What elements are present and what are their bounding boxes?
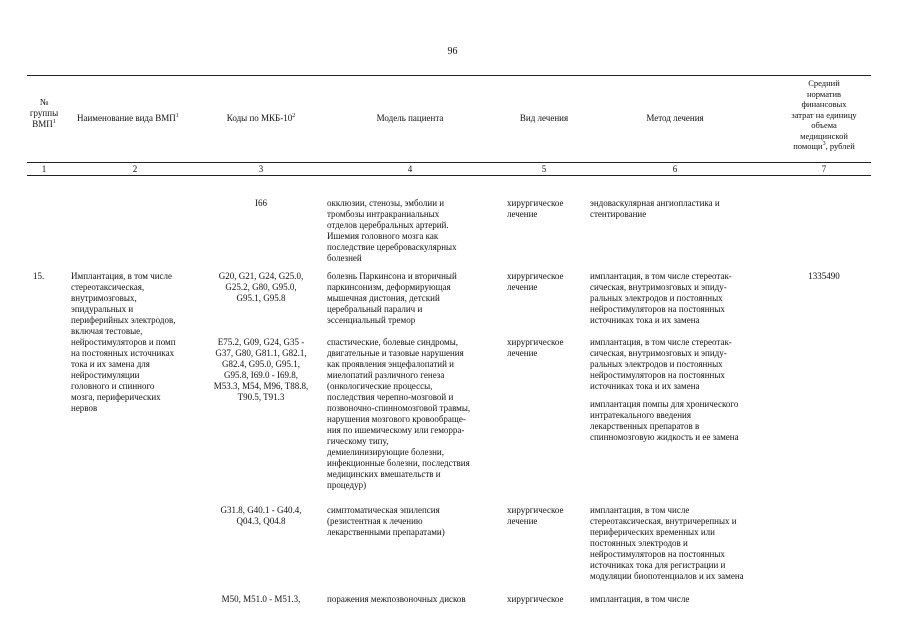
header-average-cost-sup: 3 — [822, 141, 826, 148]
row4-treatment-type: хирургическое — [507, 594, 564, 604]
row1-icd-codes: G20, G21, G24, G25.0, G25.2, G80, G95.0, G95.1, G95.8 — [218, 271, 304, 303]
row1-patient-model: болезнь Паркинсона и вторичный паркинсонизм, деформирующая мышечная дистония, детский церебральный паралич и эссенциальный тремор — [327, 271, 457, 325]
row3-treatment-method: имплантация, в том числе стереотаксическая, внутричерепных и периферических временных или постоянных электродов и нейростимуляторов на постоянных источниках тока для регистрации и модуляции биопотенциалов и их замена — [590, 505, 744, 581]
header-icd-codes — [205, 113, 317, 124]
group15-average-cost: 1335490 — [808, 271, 840, 281]
header-icd-codes-sup: 2 — [292, 113, 296, 119]
row0-treatment-type: хирургическое лечение — [507, 198, 564, 219]
header-average-cost — [778, 78, 870, 152]
row4-icd-codes: M50, M51.0 - M51.3, — [221, 594, 301, 604]
row2-treatment-method-b: имплантация помпы для хронического интратекального введения лекарственных препаратов в спинномозговую жидкость и ее замена — [590, 399, 739, 442]
header-vmp-name-sup: 1 — [175, 113, 179, 119]
column-number-4: 4 — [407, 164, 413, 174]
row1-treatment-type: хирургическое лечение — [507, 271, 564, 292]
row4-patient-model: поражения межпозвоночных дисков — [327, 594, 466, 604]
row3-treatment-type: хирургическое лечение — [507, 505, 564, 526]
column-number-5: 5 — [541, 164, 547, 174]
column-number-1: 1 — [41, 164, 47, 174]
header-group-number-text: № группы ВМП — [29, 97, 59, 129]
header-average-cost-text: Средний норматив финансовых затрат на единицу объема медицинской помощи — [791, 78, 857, 151]
group15-vmp-name: Имплантация, в том числе стереотаксическая, внутримозговых, эпидуральных и периферийных электродов, включая тестовые, нейростимуляторов и помп на постоянных источниках тока и их замена для нейростимуляции головного и спинного мозга, периферических нервов — [71, 271, 176, 413]
row1-treatment-method: имплантация, в том числе стереотак- сическая, внутримозговых и эпиду- ральных электродов и постоянных нейростимуляторов на постоянных источниках тока и их замена — [590, 271, 732, 325]
page-number: 96 — [447, 46, 458, 57]
header-treatment-method — [585, 113, 765, 124]
column-number-3: 3 — [258, 164, 264, 174]
row3-icd-codes: G31.8, G40.1 - G40.4, Q04.3, Q04.8 — [220, 505, 302, 526]
header-treatment-type — [503, 113, 585, 124]
column-numbers-rule — [27, 175, 871, 176]
header-vmp-name-text: Наименование вида ВМП — [77, 113, 176, 123]
header-treatment-method-text: Метод лечения — [646, 113, 704, 123]
header-bottom-rule — [27, 162, 871, 163]
header-patient-model — [320, 113, 500, 124]
column-number-7: 7 — [821, 164, 827, 174]
row4-treatment-method: имплантация, в том числе — [590, 594, 690, 604]
row3-patient-model: симптоматическая эпилепсия (резистентная к лечению лекарственными препаратами) — [327, 505, 445, 537]
group15-number: 15. — [33, 271, 45, 281]
header-group-number-sup: 1 — [52, 119, 56, 125]
header-group-number — [27, 97, 61, 130]
column-number-2: 2 — [132, 164, 138, 174]
row2-icd-codes: E75.2, G09, G24, G35 - G37, G80, G81.1, G82.1, G82.4, G95.0, G95.1, G95.8, I69.0 - I69.8, M53.3, M54, M96, T88.8, T90.5, T91.3 — [213, 337, 309, 402]
row0-treatment-method: эндоваскулярная ангиопластика и стентирование — [590, 198, 720, 219]
table-top-rule — [27, 75, 871, 76]
column-number-6: 6 — [672, 164, 678, 174]
header-treatment-type-text: Вид лечения — [519, 113, 569, 123]
row2-patient-model: спастические, болевые синдромы, двигательные и тазовые нарушения как проявления энцефалопатий и миелопатий различного генеза (онкологические процессы, последствия черепно-мозговой и позвоночно-спинномозговой травмы, нарушения мозгового кровообраще- ния по ишемическому или геморра- гическому типу, демиелинизирующие болезни, инфекционные болезни, последствия медицинских вмешательств и процедур) — [327, 337, 471, 490]
header-vmp-name — [77, 113, 207, 124]
header-icd-codes-text: Коды по МКБ-10 — [226, 113, 293, 123]
row0-icd-codes: I66 — [255, 198, 267, 208]
row0-patient-model: окклюзии, стенозы, эмболии и тромбозы интракраниальных отделов церебральных артерий. Ишемия головного мозга как последствие цереброваскулярных болезней — [327, 198, 457, 263]
row2-treatment-method-a: имплантация, в том числе стереотак- сическая, внутримозговых и эпиду- ральных электродов и постоянных нейростимуляторов на постоянных источниках тока и их замена — [590, 337, 732, 391]
header-average-cost-tail: , рублей — [825, 141, 855, 151]
header-patient-model-text: Модель пациента — [376, 113, 444, 123]
row2-treatment-type: хирургическое лечение — [507, 337, 564, 358]
